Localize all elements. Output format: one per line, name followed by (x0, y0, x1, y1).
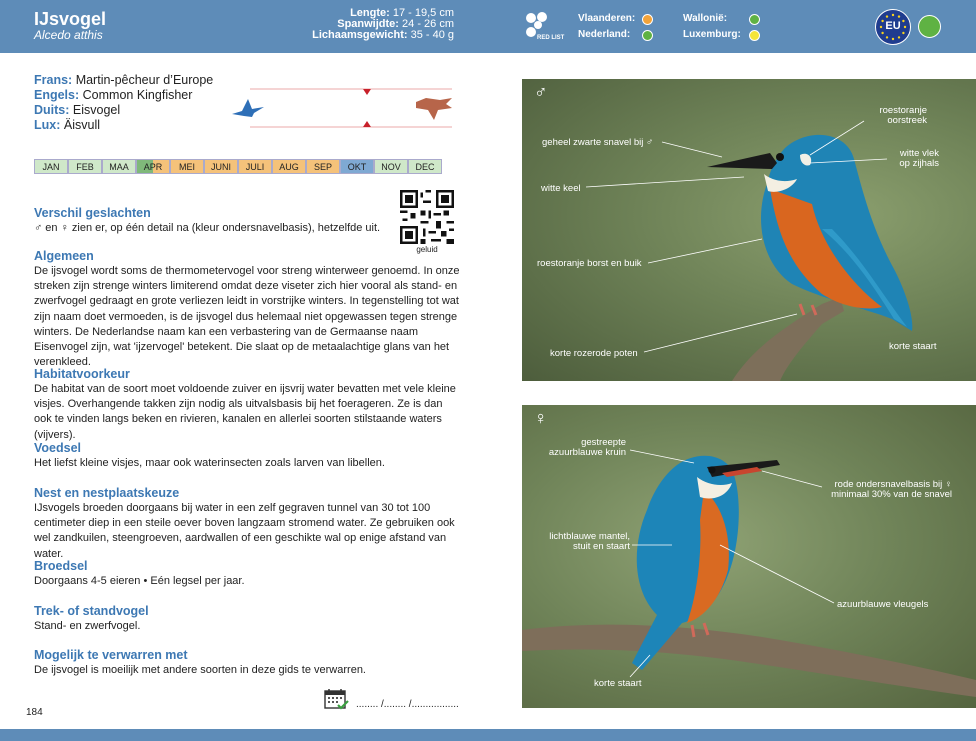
frans-name: Martin-pêcheur d’Europe (75, 73, 214, 87)
month-apr: APR (136, 159, 170, 174)
section-title: Algemeen (34, 249, 94, 263)
photo-label: roestoranje borst en buik (537, 258, 642, 269)
section-algemeen (34, 249, 462, 370)
frans-label: Frans: (34, 73, 73, 87)
photo-label: witte keel (541, 183, 581, 194)
span-value: 24 - 26 cm (402, 18, 454, 30)
male-kingfisher-photo (522, 79, 976, 381)
weight-label: Lichaamsgewicht: (312, 29, 408, 41)
status-dot-nederland (642, 30, 653, 41)
month-feb: FEB (68, 159, 102, 174)
month-maa: MAA (102, 159, 136, 174)
photo-label: witte vlek op zijhals (899, 148, 939, 169)
female-symbol: ♀ (534, 408, 548, 428)
lux-label: Lux: (34, 118, 61, 132)
section-title: Voedsel (34, 441, 82, 455)
comparison-bird-icon (416, 98, 452, 120)
photo-label: azuurblauwe vleugels (837, 599, 929, 610)
month-calendar (34, 159, 442, 174)
month-sep: SEP (306, 159, 340, 174)
section-body: Doorgaans 4-5 eieren • Eén legsel per jaar. (34, 575, 245, 587)
engels-label: Engels: (34, 88, 80, 102)
status-dot-wallonie (749, 14, 760, 25)
latin-name: Alcedo atthis (34, 28, 103, 42)
photo-label: geheel zwarte snavel bij ♂ (542, 137, 654, 148)
section-verwarren (34, 648, 462, 678)
red-list-label: RED LIST (537, 35, 565, 41)
photo-label: roestoranje oorstreek (879, 105, 927, 126)
red-list-icon (524, 11, 565, 41)
calendar-check-icon (324, 688, 350, 710)
species-title: IJsvogel (34, 9, 107, 29)
photo-label: korte staart (889, 341, 937, 352)
section-nest (34, 486, 462, 562)
section-broedsel (34, 559, 462, 589)
section-body: De ijsvogel wordt soms de thermometervogel voor streng winterweer genoemd. In onze streken zijn strenge winters limiterend omdat deze viseter zich hier vooral als stand- en zwerfvogel gedraagt en grote verliezen leidt in vorstrijke winters. In tegenstelling tot wat zijn naam doet vermoeden, is de ijsvogel dus helemaal niet opgewassen tegen strenge winters. De Nederlandse naam kan een verbastering van de Germaanse naam Eisenvogel zijn, wat 'ijzervogel' betekent. Die slaat op de metaalachtige glans van het verenkleed. (34, 265, 460, 369)
section-trek (34, 604, 462, 634)
region-nederland: Nederland: (578, 29, 631, 40)
male-symbol: ♂ (534, 82, 548, 102)
section-body: De ijsvogel is moeilijk met andere soorten in deze gids te verwarren. (34, 664, 366, 676)
duits-name: Eisvogel (72, 103, 121, 117)
section-body: ♂ en ♀ zien er, op één detail na (kleur ondersnavelbasis), hetzelfde uit. (34, 222, 381, 234)
month-nov: NOV (374, 159, 408, 174)
photo-label: lichtblauwe mantel, stuit en staart (549, 531, 630, 552)
region-luxemburg: Luxemburg: (683, 29, 741, 40)
region-status-right (683, 11, 741, 43)
page-number: 184 (26, 707, 43, 718)
eu-status-dot (918, 15, 941, 38)
section-title: Trek- of standvogel (34, 604, 149, 618)
qr-code-icon[interactable] (400, 190, 454, 244)
section-body: De habitat van de soort moet voldoende zuiver en ijsvrij water bevatten met vele kleine visjes. Overhangende takken zijn nodig als uitvalsbasis bij het foerageren. Ze is dan ook te vinden langs beken en rivieren, kanalen en allerlei soorten stilstaande waters (vijvers). (34, 383, 456, 441)
section-body: Stand- en zwerfvogel. (34, 620, 141, 632)
section-title: Verschil geslachten (34, 206, 151, 220)
photo-label: rode ondersnavelbasis bij ♀ minimaal 30% van de snavel (831, 479, 952, 500)
eu-badge (875, 9, 911, 45)
photo-label: gestreepte azuurblauwe kruin (548, 437, 626, 458)
header-bar (0, 0, 976, 53)
month-juni: JUNI (204, 159, 238, 174)
qr-label: geluid (416, 245, 438, 254)
span-label: Spanwijdte: (337, 18, 399, 30)
duits-label: Duits: (34, 103, 70, 117)
region-wallonie: Wallonië: (683, 13, 728, 24)
footer-bar (0, 729, 976, 741)
section-title: Mogelijk te verwarren met (34, 648, 188, 662)
section-body: IJsvogels broeden doorgaans bij water in een zelf gegraven tunnel van 30 tot 100 centimeter diep in een steile oever boven langzaam stromend water. Ze gebruiken ook wel zandkuilen, steengroeven, aardwallen of een geschikte wal op enige afstand van water. (34, 502, 455, 560)
marker-top-icon (363, 89, 371, 95)
length-value: 17 - 19,5 cm (392, 7, 454, 19)
engels-name: Common Kingfisher (82, 88, 193, 102)
section-body: Het liefst kleine visjes, maar ook waterinsecten zoals larven van libellen. (34, 457, 385, 469)
size-stats (312, 8, 454, 41)
eu-label: EU (885, 20, 901, 32)
section-voedsel (34, 441, 462, 471)
lux-name: Äisvull (63, 118, 100, 132)
section-title: Habitatvoorkeur (34, 367, 130, 381)
kingfisher-flight-icon (232, 99, 264, 117)
photo-label: korte rozerode poten (550, 348, 638, 359)
flight-silhouette-diagram (230, 86, 460, 130)
section-verschil (34, 206, 394, 236)
section-habitat (34, 367, 462, 443)
month-dec: DEC (408, 159, 442, 174)
month-jan: JAN (34, 159, 68, 174)
status-dot-vlaanderen (642, 14, 653, 25)
month-mei: MEI (170, 159, 204, 174)
month-okt: OKT (340, 159, 374, 174)
region-status-left (578, 11, 635, 43)
month-juli: JULI (238, 159, 272, 174)
status-dot-luxemburg (749, 30, 760, 41)
section-title: Nest en nestplaatskeuze (34, 486, 180, 500)
section-title: Broedsel (34, 559, 88, 573)
length-label: Lengte: (350, 7, 390, 19)
marker-bottom-icon (363, 121, 371, 127)
female-kingfisher-photo (522, 405, 976, 708)
region-vlaanderen: Vlaanderen: (578, 13, 636, 24)
observation-date-field[interactable]: ........ /........ /................. (356, 699, 459, 710)
month-aug: AUG (272, 159, 306, 174)
foreign-names (34, 73, 213, 133)
weight-value: 35 - 40 g (410, 29, 454, 41)
photo-label: korte staart (594, 678, 642, 689)
